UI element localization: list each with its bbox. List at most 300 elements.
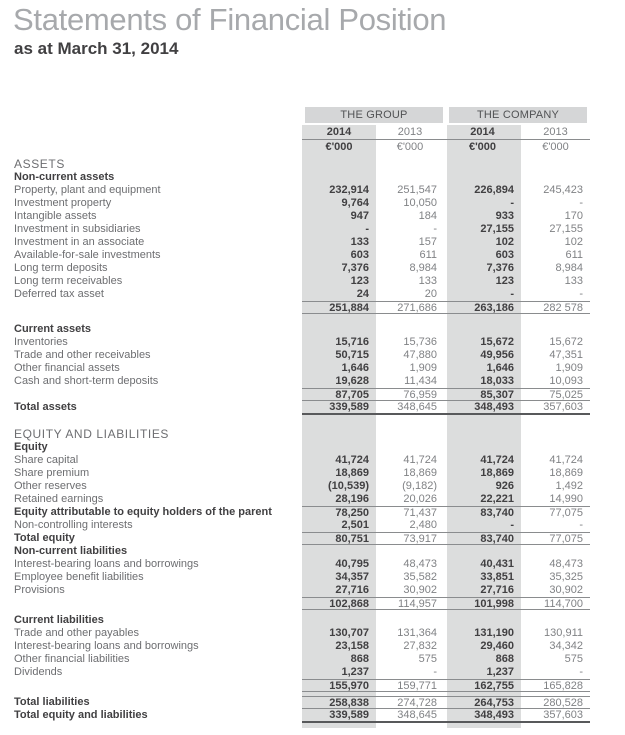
- row-label: [14, 679, 302, 692]
- cell-value: 85,307: [480, 389, 514, 401]
- row-values: [302, 157, 590, 171]
- cell-value: -: [579, 288, 583, 300]
- row-values: [302, 571, 590, 584]
- cell-value: [444, 427, 521, 441]
- table-row: [14, 301, 590, 314]
- table-row: [14, 597, 590, 610]
- row-label: [14, 597, 302, 610]
- row-label: Dividends: [14, 666, 63, 678]
- row-label: Investment property: [14, 197, 112, 209]
- row-label: Share premium: [14, 467, 90, 479]
- cell-value: [302, 157, 376, 171]
- row-values: [302, 275, 590, 288]
- cell-value: 282 578: [543, 302, 583, 314]
- cell-value: 34,342: [549, 640, 583, 652]
- row-label: Investment in subsidiaries: [14, 223, 141, 235]
- cell-value: 2,501: [341, 519, 369, 531]
- row-label: Employee benefit liabilities: [14, 571, 144, 583]
- cell-value: 18,869: [549, 467, 583, 479]
- row-values: [302, 679, 590, 692]
- cell-value: 251,547: [397, 184, 437, 196]
- table-row: [14, 210, 590, 223]
- table-row: [14, 558, 590, 571]
- cell-value: 575: [418, 653, 437, 665]
- cell-value: (9,182): [402, 480, 437, 492]
- cell-value: 1,492: [555, 480, 583, 492]
- cell-value: 357,603: [543, 709, 583, 721]
- table-row: [14, 275, 590, 288]
- cell-value: [444, 441, 521, 454]
- page-subtitle: as at March 31, 2014: [14, 39, 179, 58]
- table-row: [14, 323, 590, 336]
- row-label: Investment in an associate: [14, 236, 145, 248]
- cell-value: 7,376: [341, 262, 369, 274]
- table-row: [14, 454, 590, 467]
- cell-value: [302, 614, 376, 627]
- cell-value: 18,033: [480, 375, 514, 387]
- cell-value: 19,628: [335, 375, 369, 387]
- cell-value: -: [365, 223, 369, 235]
- cell-value: 102: [495, 236, 514, 248]
- cell-value: 1,646: [341, 362, 369, 374]
- row-label: Other reserves: [14, 480, 87, 492]
- cell-value: 10,050: [403, 197, 437, 209]
- row-label: Trade and other receivables: [14, 349, 151, 361]
- row-values: [302, 323, 590, 336]
- table-row: [14, 249, 590, 262]
- cell-value: 47,351: [549, 349, 583, 361]
- cell-value: 251,884: [329, 302, 369, 314]
- cell-value: 15,716: [335, 336, 369, 348]
- cell-value: 102: [564, 236, 583, 248]
- year-header-group-2014: 2014: [326, 126, 352, 138]
- cell-value: 71,437: [403, 507, 437, 519]
- table-row: [14, 696, 590, 709]
- cell-value: 27,832: [403, 640, 437, 652]
- cell-value: 130,707: [329, 627, 369, 639]
- row-label: Non-current assets: [14, 171, 115, 183]
- cell-value: 40,431: [480, 558, 514, 570]
- row-values: [302, 336, 590, 349]
- table-row: [14, 709, 590, 723]
- cell-value: 123: [495, 275, 514, 287]
- cell-value: [376, 157, 444, 171]
- cell-value: 8,984: [409, 262, 437, 274]
- cell-value: -: [579, 519, 583, 531]
- cell-value: 77,075: [549, 533, 583, 545]
- cell-value: 603: [495, 249, 514, 261]
- cell-value: 83,740: [480, 533, 514, 545]
- cell-value: 348,493: [474, 401, 514, 413]
- cell-value: 15,672: [549, 336, 583, 348]
- table-row: [14, 288, 590, 301]
- cell-value: 27,155: [549, 223, 583, 235]
- row-values: [302, 249, 590, 262]
- cell-value: 78,250: [335, 507, 369, 519]
- cell-value: 83,740: [480, 507, 514, 519]
- year-header-company-2013: 2013: [543, 126, 568, 138]
- row-values: [302, 709, 590, 723]
- row-label: Interest-bearing loans and borrowings: [14, 558, 199, 570]
- cell-value: 1,237: [341, 666, 369, 678]
- cell-value: 933: [495, 210, 514, 222]
- row-label: [14, 301, 302, 314]
- row-values: [302, 262, 590, 275]
- row-label: Trade and other payables: [14, 627, 139, 639]
- row-values: [302, 236, 590, 249]
- cell-value: 22,221: [480, 493, 514, 505]
- cell-value: 339,589: [329, 401, 369, 413]
- cell-value: 280,528: [543, 697, 583, 709]
- cell-value: 35,325: [549, 571, 583, 583]
- row-values: [302, 506, 590, 519]
- row-values: [302, 171, 590, 184]
- unit-header-group-2014: €'000: [325, 141, 353, 153]
- row-label: Other financial assets: [14, 362, 120, 374]
- cell-value: 75,025: [549, 389, 583, 401]
- column-group-the-group: THE GROUP: [305, 107, 443, 123]
- cell-value: 868: [350, 653, 369, 665]
- year-header-row: [14, 125, 590, 140]
- cell-value: [444, 614, 521, 627]
- cell-value: 29,460: [480, 640, 514, 652]
- cell-value: 165,828: [543, 680, 583, 692]
- cell-value: 232,914: [329, 184, 369, 196]
- row-values: [302, 696, 590, 709]
- cell-value: 20: [424, 288, 437, 300]
- cell-value: [444, 171, 521, 184]
- table-row: [14, 666, 590, 679]
- cell-value: 155,970: [329, 680, 369, 692]
- cell-value: 131,364: [397, 627, 437, 639]
- unit-header-group-2013: €'000: [396, 141, 424, 153]
- cell-value: [302, 545, 376, 558]
- cell-value: 162,755: [474, 680, 514, 692]
- row-label: Long term receivables: [14, 275, 123, 287]
- row-label: Total assets: [14, 401, 77, 413]
- row-label: ASSETS: [14, 157, 65, 171]
- cell-value: [302, 427, 376, 441]
- cell-value: 28,196: [335, 493, 369, 505]
- table-row: [14, 262, 590, 275]
- row-label: Equity attributable to equity holders of the parent: [14, 506, 272, 518]
- table-row: [14, 362, 590, 375]
- cell-value: [521, 323, 590, 336]
- row-label: Equity: [14, 441, 48, 453]
- row-label: Non-current liabilities: [14, 545, 128, 557]
- page-title: Statements of Financial Position: [13, 2, 447, 37]
- label-column-spacer: [14, 125, 302, 140]
- cell-value: 77,075: [549, 507, 583, 519]
- cell-value: 348,645: [397, 709, 437, 721]
- row-values: [302, 627, 590, 640]
- cell-value: 348,645: [397, 401, 437, 413]
- unit-header-company-2014: €'000: [468, 141, 497, 153]
- cell-value: 133: [350, 236, 369, 248]
- year-header-group-2013: 2013: [397, 126, 423, 138]
- table-row: [14, 545, 590, 558]
- row-values: [302, 210, 590, 223]
- table-row: [14, 640, 590, 653]
- cell-value: 114,700: [544, 598, 583, 610]
- cell-value: 15,736: [403, 336, 437, 348]
- cell-value: 48,473: [549, 558, 583, 570]
- row-gap: [14, 314, 590, 323]
- table-row: [14, 223, 590, 236]
- cell-value: 18,869: [480, 467, 514, 479]
- cell-value: [376, 441, 444, 454]
- table-row: [14, 427, 590, 441]
- cell-value: 34,357: [335, 571, 369, 583]
- row-label: Available-for-sale investments: [14, 249, 161, 261]
- cell-value: 159,771: [397, 680, 437, 692]
- cell-value: 133: [564, 275, 583, 287]
- cell-value: 10,093: [549, 375, 583, 387]
- table-row: [14, 336, 590, 349]
- table-row: [14, 157, 590, 171]
- table-row: [14, 480, 590, 493]
- cell-value: 263,186: [474, 302, 514, 314]
- cell-value: 226,894: [474, 184, 514, 196]
- row-values: [302, 388, 590, 401]
- cell-value: (10,539): [328, 480, 369, 492]
- row-values: [302, 480, 590, 493]
- cell-value: 1,909: [555, 362, 583, 374]
- row-values: [302, 653, 590, 666]
- cell-value: 271,686: [397, 302, 437, 314]
- cell-value: 1,909: [409, 362, 437, 374]
- cell-value: -: [510, 288, 514, 300]
- cell-value: 245,423: [543, 184, 583, 196]
- cell-value: 8,984: [555, 262, 583, 274]
- cell-value: -: [579, 197, 583, 209]
- row-label: Inventories: [14, 336, 68, 348]
- cell-value: 130,911: [544, 627, 583, 639]
- unit-header-company-2013: €'000: [542, 141, 569, 153]
- row-values: [302, 375, 590, 388]
- cell-value: 33,851: [480, 571, 514, 583]
- cell-value: 926: [495, 480, 514, 492]
- table-row: [14, 467, 590, 480]
- table-row: [14, 388, 590, 401]
- cell-value: 947: [350, 210, 369, 222]
- cell-value: 868: [495, 653, 514, 665]
- cell-value: [521, 427, 590, 441]
- cell-value: 27,155: [480, 223, 514, 235]
- cell-value: 30,902: [549, 584, 583, 596]
- cell-value: 1,646: [486, 362, 514, 374]
- cell-value: [444, 545, 521, 558]
- row-label: Current assets: [14, 323, 92, 335]
- cell-value: [302, 171, 376, 184]
- cell-value: 15,672: [480, 336, 514, 348]
- table-row: [14, 375, 590, 388]
- table-row: [14, 679, 590, 692]
- cell-value: 603: [350, 249, 369, 261]
- cell-value: 73,917: [403, 533, 437, 545]
- cell-value: 20,026: [403, 493, 437, 505]
- row-values: [302, 532, 590, 545]
- row-values: [302, 301, 590, 314]
- row-label: Total equity and liabilities: [14, 709, 148, 721]
- cell-value: [302, 441, 376, 454]
- cell-value: 131,190: [474, 627, 514, 639]
- cell-value: [376, 171, 444, 184]
- cell-value: [521, 171, 590, 184]
- table-row: [14, 349, 590, 362]
- row-values: [302, 519, 590, 532]
- cell-value: -: [510, 197, 514, 209]
- cell-value: [521, 545, 590, 558]
- row-label: Long term deposits: [14, 262, 108, 274]
- cell-value: 14,990: [549, 493, 583, 505]
- cell-value: 264,753: [474, 697, 514, 709]
- row-values: [302, 558, 590, 571]
- cell-value: 35,582: [403, 571, 437, 583]
- cell-value: -: [433, 666, 437, 678]
- row-values: [302, 349, 590, 362]
- table-row: [14, 401, 590, 415]
- cell-value: 11,434: [404, 375, 437, 387]
- row-label: Current liabilities: [14, 614, 104, 626]
- cell-value: 348,493: [474, 709, 514, 721]
- table-row: [14, 493, 590, 506]
- cell-value: [444, 323, 521, 336]
- row-values: [302, 666, 590, 679]
- cell-value: 7,376: [486, 262, 514, 274]
- cell-value: 170: [564, 210, 583, 222]
- table-row: [14, 519, 590, 532]
- table-row: [14, 236, 590, 249]
- row-values: [302, 288, 590, 301]
- table-row: [14, 506, 590, 519]
- row-values: [302, 454, 590, 467]
- table-row: [14, 532, 590, 545]
- cell-value: 102,868: [329, 598, 369, 610]
- row-label: Provisions: [14, 584, 65, 596]
- cell-value: 27,716: [335, 584, 369, 596]
- cell-value: 18,869: [403, 467, 437, 479]
- row-values: [302, 493, 590, 506]
- row-label: Total equity: [14, 532, 75, 544]
- table-row: [14, 614, 590, 627]
- table-row: [14, 627, 590, 640]
- cell-value: 23,158: [335, 640, 369, 652]
- cell-value: 48,473: [403, 558, 437, 570]
- table-row: [14, 584, 590, 597]
- row-label: EQUITY AND LIABILITIES: [14, 427, 170, 441]
- row-label: Other financial liabilities: [14, 653, 130, 665]
- cell-value: [521, 614, 590, 627]
- table-rows: [14, 157, 590, 723]
- cell-value: 87,705: [335, 389, 369, 401]
- cell-value: 50,715: [335, 349, 369, 361]
- row-values: [302, 640, 590, 653]
- row-values: [302, 362, 590, 375]
- row-label: Non-controlling interests: [14, 519, 133, 531]
- cell-value: 9,764: [341, 197, 369, 209]
- cell-value: [376, 545, 444, 558]
- cell-value: 611: [419, 249, 437, 261]
- cell-value: 30,902: [403, 584, 437, 596]
- cell-value: 47,880: [403, 349, 437, 361]
- row-gap: [14, 415, 590, 427]
- row-values: [302, 223, 590, 236]
- row-label: Property, plant and equipment: [14, 184, 161, 196]
- cell-value: 611: [565, 249, 583, 261]
- row-label: Total liabilities: [14, 696, 90, 708]
- cell-value: 2,480: [409, 519, 437, 531]
- row-label: Deferred tax asset: [14, 288, 104, 300]
- cell-value: [444, 157, 521, 171]
- cell-value: [302, 323, 376, 336]
- row-values: [302, 427, 590, 441]
- table-row: [14, 171, 590, 184]
- cell-value: -: [433, 223, 437, 235]
- table-row: [14, 184, 590, 197]
- cell-value: 114,957: [398, 598, 437, 610]
- cell-value: 41,724: [335, 454, 369, 466]
- cell-value: 339,589: [329, 709, 369, 721]
- row-values: [302, 184, 590, 197]
- financial-position-table: [14, 107, 590, 723]
- cell-value: 1,237: [486, 666, 514, 678]
- row-values: [302, 545, 590, 558]
- cell-value: [521, 157, 590, 171]
- cell-value: 41,724: [403, 454, 437, 466]
- row-values: [302, 467, 590, 480]
- unit-header-row: [14, 140, 590, 154]
- cell-value: 274,728: [397, 697, 437, 709]
- cell-value: 80,751: [335, 533, 369, 545]
- cell-value: 184: [418, 210, 437, 222]
- cell-value: 76,959: [403, 389, 437, 401]
- cell-value: 41,724: [549, 454, 583, 466]
- cell-value: 157: [418, 236, 437, 248]
- table-row: [14, 653, 590, 666]
- cell-value: [376, 323, 444, 336]
- cell-value: -: [579, 666, 583, 678]
- row-values: [302, 197, 590, 210]
- column-group-header-row: [14, 107, 590, 123]
- row-label: Share capital: [14, 454, 79, 466]
- row-values: [302, 584, 590, 597]
- cell-value: [376, 614, 444, 627]
- cell-value: 41,724: [480, 454, 514, 466]
- cell-value: 357,603: [543, 401, 583, 413]
- cell-value: [521, 441, 590, 454]
- table-row: [14, 571, 590, 584]
- row-label: [14, 388, 302, 401]
- column-group-the-company: THE COMPANY: [449, 107, 587, 123]
- year-header-company-2014: 2014: [470, 126, 495, 138]
- cell-value: 101,998: [474, 598, 514, 610]
- cell-value: -: [510, 519, 514, 531]
- row-label: Retained earnings: [14, 493, 104, 505]
- cell-value: 123: [350, 275, 369, 287]
- table-row: [14, 197, 590, 210]
- cell-value: 133: [418, 275, 437, 287]
- row-values: [302, 614, 590, 627]
- cell-value: 18,869: [335, 467, 369, 479]
- row-values: [302, 401, 590, 415]
- cell-value: 49,956: [480, 349, 514, 361]
- cell-value: 24: [356, 288, 369, 300]
- cell-value: 575: [564, 653, 583, 665]
- row-values: [302, 597, 590, 610]
- cell-value: 27,716: [480, 584, 514, 596]
- cell-value: 258,838: [329, 697, 369, 709]
